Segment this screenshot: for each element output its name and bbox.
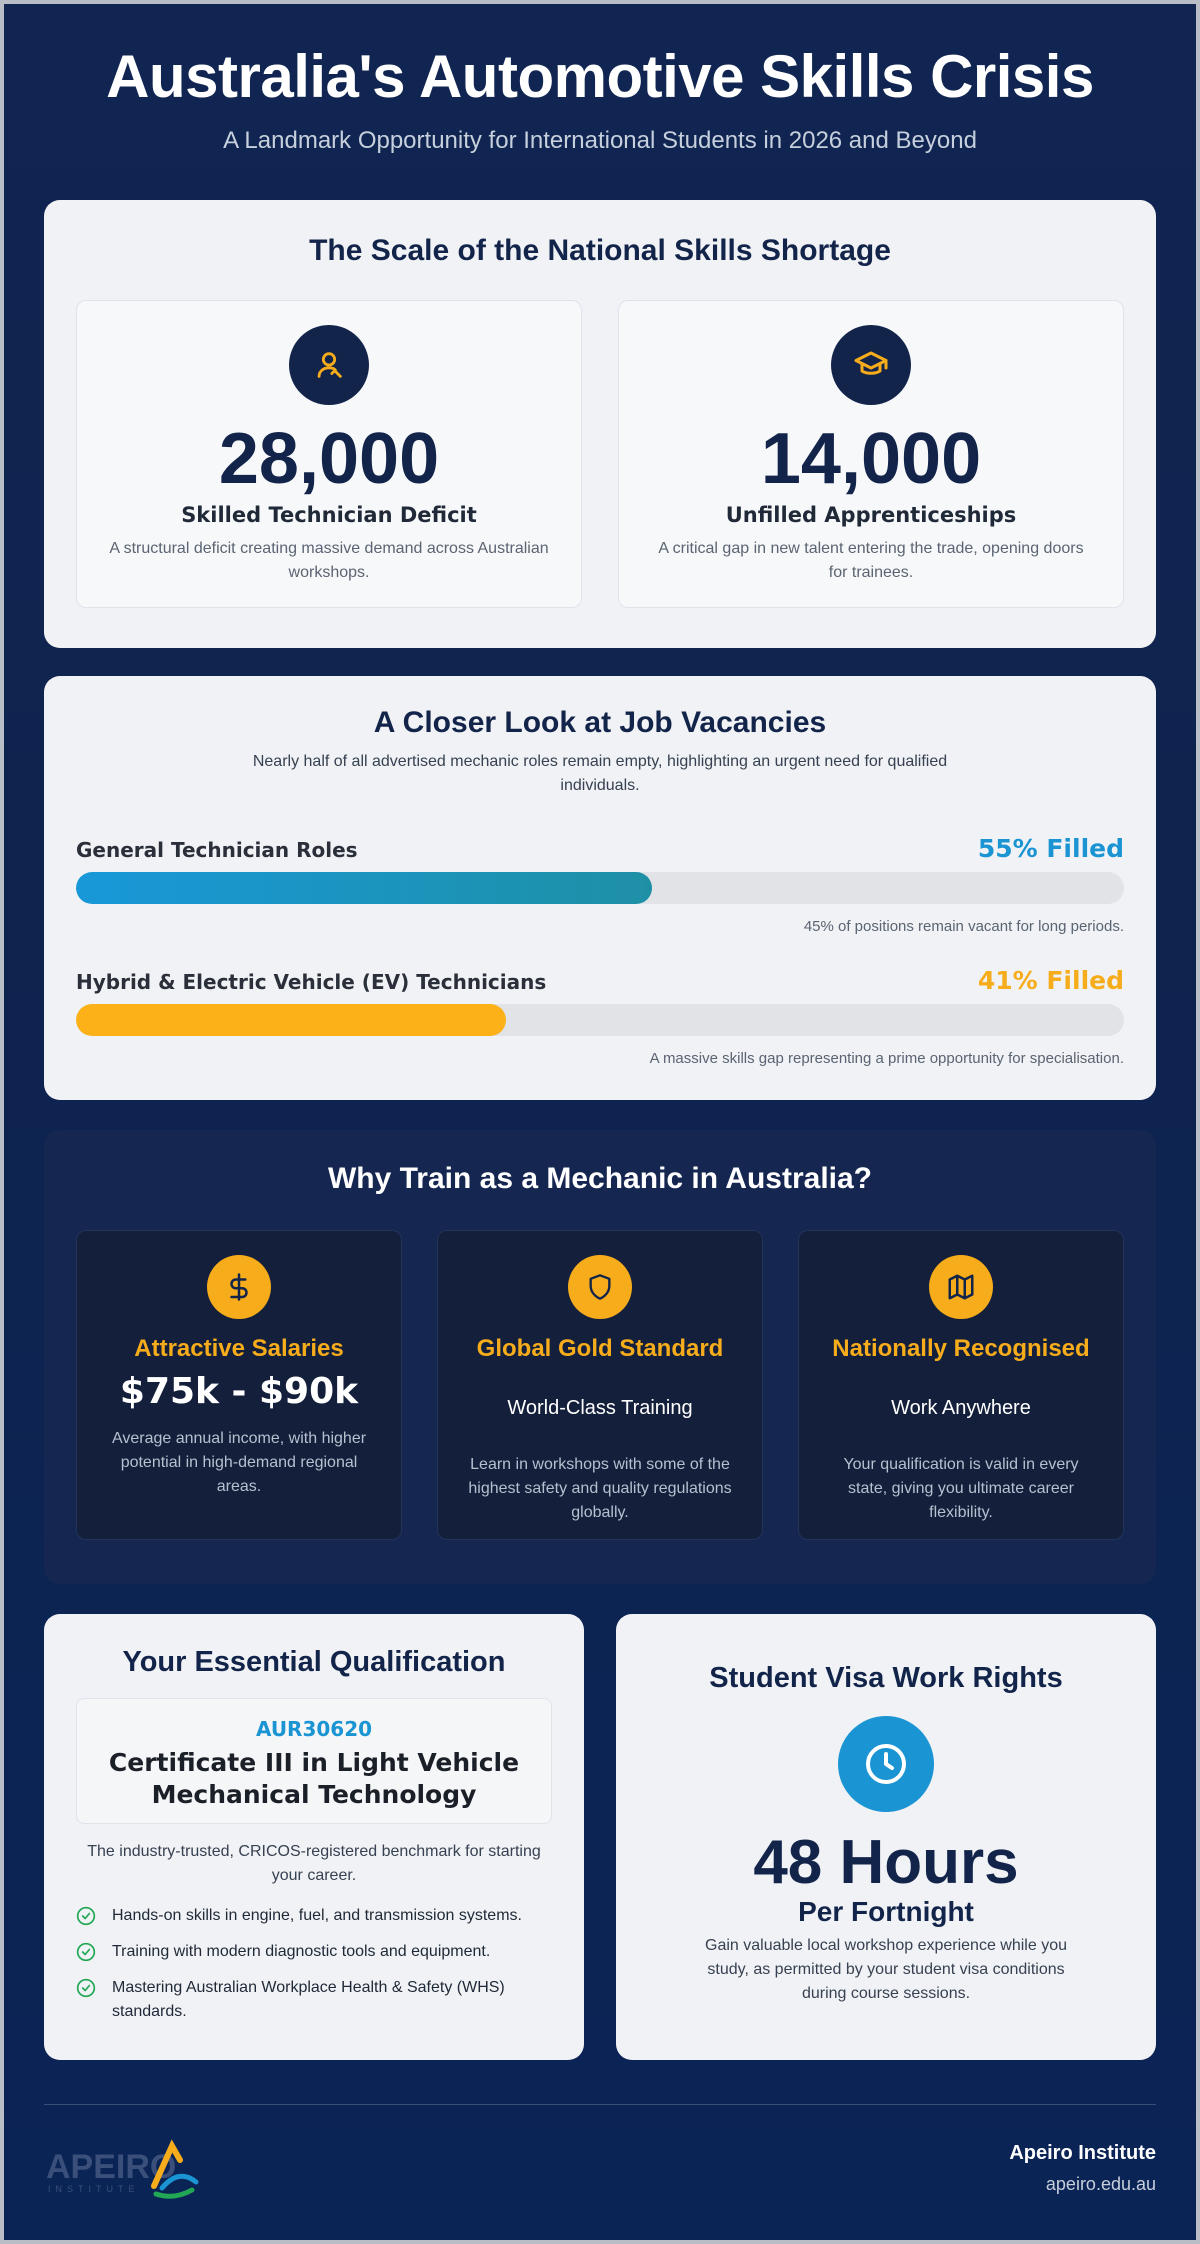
clock-icon	[838, 1716, 934, 1812]
stat-label: Skilled Technician Deficit	[181, 503, 477, 527]
check-circle-icon	[76, 1978, 96, 1998]
visa-title: Student Visa Work Rights	[709, 1662, 1063, 1694]
check-circle-icon	[76, 1906, 96, 1926]
visa-card	[616, 1614, 1156, 2060]
list-item-text: Hands-on skills in engine, fuel, and transmission systems.	[112, 1907, 522, 1924]
apeiro-logo	[44, 2138, 214, 2208]
benefits-card	[44, 1130, 1156, 1584]
footer-url[interactable]: apeiro.edu.au	[1045, 2174, 1156, 2194]
vacancy-percent: 55% Filled	[977, 834, 1124, 863]
vacancy-progress-fill	[76, 872, 652, 904]
stat-unfilled-apprenticeships	[618, 300, 1124, 608]
vacancy-label: Hybrid & Electric Vehicle (EV) Technicians	[76, 970, 547, 994]
infographic-page	[4, 4, 1196, 2240]
benefit-title: Nationally Recognised	[832, 1335, 1090, 1362]
vacancies-card	[44, 676, 1156, 1100]
vacancy-progress-track	[76, 872, 1124, 904]
qualification-box	[76, 1698, 552, 1824]
shield-icon	[568, 1255, 632, 1319]
vacancy-progress-track	[76, 1004, 1124, 1036]
qualification-code: AUR30620	[255, 1717, 373, 1741]
vacancy-row-ev	[76, 966, 1124, 1080]
benefits-title: Why Train as a Mechanic in Australia?	[327, 1162, 873, 1195]
stat-technician-deficit	[76, 300, 582, 608]
qualification-title: Your Essential Qualification	[122, 1646, 506, 1678]
map-icon	[929, 1255, 993, 1319]
vacancy-row-general	[76, 834, 1124, 948]
benefit-title: Global Gold Standard	[476, 1335, 724, 1362]
footer-divider	[44, 2104, 1156, 2105]
benefit-value: $75k - $90k	[119, 1371, 359, 1412]
benefit-salaries	[76, 1230, 402, 1540]
header	[4, 42, 1196, 156]
page-title: Australia's Automotive Skills Crisis	[106, 43, 1094, 110]
benefit-description: Your qualification is valid in every state, giving you ultimate career flexibility.	[843, 1456, 1079, 1521]
benefit-title: Attractive Salaries	[134, 1335, 344, 1362]
visa-hours: 48 Hours	[753, 1828, 1019, 1897]
benefit-description: Average annual income, with higher potential in high-demand regional areas.	[111, 1430, 367, 1495]
stat-label: Unfilled Apprenticeships	[725, 503, 1017, 527]
stat-description: A structural deficit creating massive demand across Australian workshops.	[109, 540, 549, 581]
stat-description: A critical gap in new talent entering the trade, opening doors for trainees.	[658, 540, 1084, 581]
graduation-cap-icon	[831, 325, 911, 405]
list-item	[76, 1976, 552, 2024]
vacancies-intro: Nearly half of all advertised mechanic roles remain empty, highlighting an urgent need for qualified individuals.	[252, 753, 948, 794]
list-item	[76, 1940, 552, 1964]
qualification-intro: The industry-trusted, CRICOS-registered benchmark for starting your career.	[87, 1843, 541, 1884]
shortage-card	[44, 200, 1156, 648]
vacancy-percent: 41% Filled	[977, 966, 1124, 995]
svg-text:INSTITUTE: INSTITUTE	[48, 2184, 140, 2194]
visa-unit: Per Fortnight	[798, 1896, 974, 1927]
footer-institute-name: Apeiro Institute	[1009, 2142, 1156, 2164]
qualification-name: Certificate III in Light Vehicle Mechanical Technology	[108, 1748, 520, 1809]
benefit-recognised	[798, 1230, 1124, 1540]
vacancy-label: General Technician Roles	[76, 838, 358, 862]
list-item-text: Training with modern diagnostic tools and equipment.	[112, 1943, 491, 1960]
svg-text:APEIRO: APEIRO	[46, 2148, 177, 2186]
list-item-text: Mastering Australian Workplace Health & Safety (WHS) standards.	[112, 1979, 505, 2020]
visa-description: Gain valuable local workshop experience while you study, as permitted by your student visa conditions during course sessions.	[705, 1937, 1067, 2002]
stat-value: 14,000	[760, 419, 982, 499]
benefit-subtitle: World-Class Training	[507, 1397, 693, 1419]
list-item	[76, 1904, 552, 1928]
shortage-title: The Scale of the National Skills Shortage	[309, 234, 891, 267]
page-subtitle: A Landmark Opportunity for International Students in 2026 and Beyond	[223, 127, 977, 154]
benefit-subtitle: Work Anywhere	[891, 1397, 1031, 1419]
vacancy-progress-fill	[76, 1004, 506, 1036]
benefit-description: Learn in workshops with some of the highest safety and quality regulations globally.	[468, 1456, 732, 1521]
stat-value: 28,000	[218, 419, 440, 499]
benefit-gold-standard	[437, 1230, 763, 1540]
vacancy-note: 45% of positions remain vacant for long periods.	[803, 918, 1124, 935]
dollar-icon	[207, 1255, 271, 1319]
qualification-card	[44, 1614, 584, 2060]
user-icon	[289, 325, 369, 405]
qualification-points	[76, 1904, 552, 2036]
vacancies-title: A Closer Look at Job Vacancies	[373, 706, 827, 739]
vacancy-note: A massive skills gap representing a prime opportunity for specialisation.	[649, 1050, 1124, 1067]
check-circle-icon	[76, 1942, 96, 1962]
